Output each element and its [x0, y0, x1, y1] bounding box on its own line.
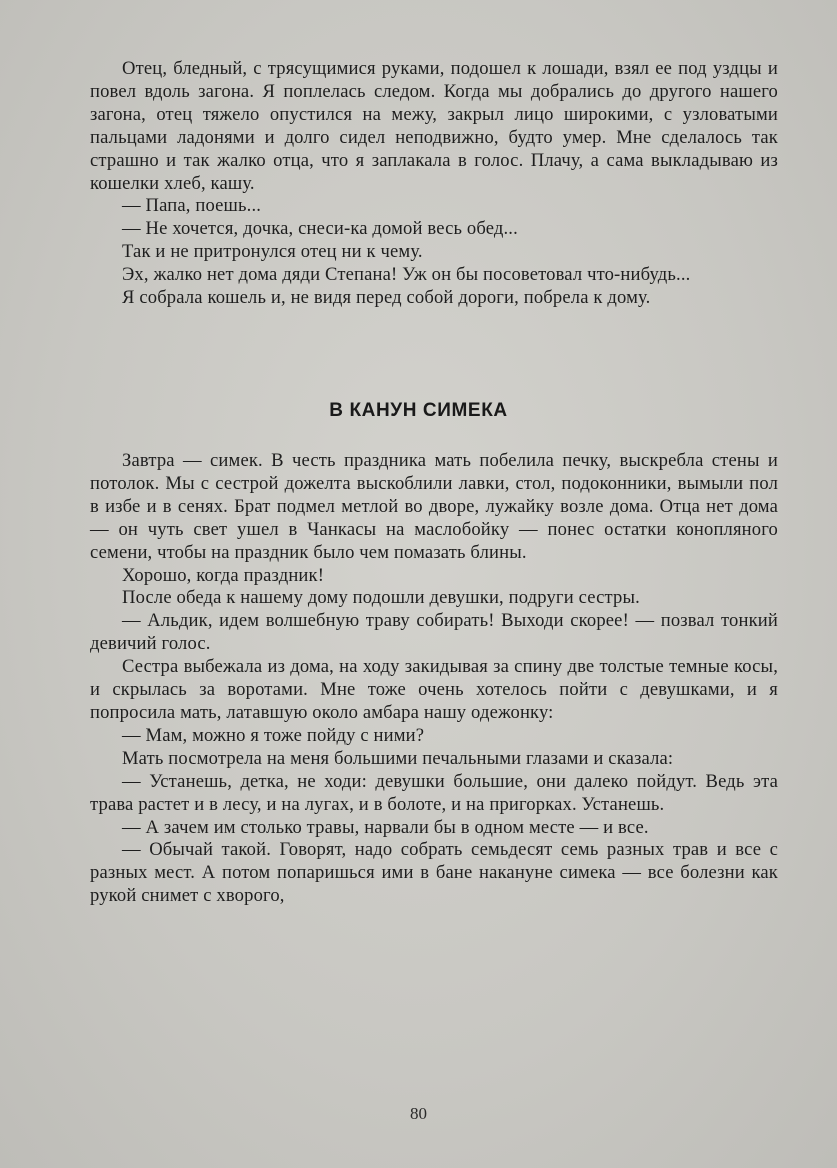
paragraph: Хорошо, когда праздник! — [122, 564, 325, 586]
paragraph: Мать посмотрела на меня большими печальными глазами и сказала: — [122, 747, 674, 769]
paragraph: — Обычай такой. Говорят, надо собрать семьдесят семь разных трав и все с разных мест. А потом попаришься ими в бане накануне симека — все болезни как рукой снимет с хворого, — [90, 839, 778, 907]
paragraph: Отец, бледный, с трясущимися руками, подошел к лошади, взял ее под уздцы и повел вдоль загона. Я поплелась следом. Когда мы добрались до другого нашего загона, отец тяжело опустился на межу, закрыл лицо широкими, с узловатыми пальцами ладонями и долго сидел неподвижно, будто умер. Мне сделалось так страшно и так жалко отца, что я заплакала в голос. Плачу, а сама выкладываю из кошелки хлеб, кашу. — [90, 58, 778, 194]
paragraph: После обеда к нашему дому подошли девушки, подруги сестры. — [122, 587, 640, 609]
paragraph: — Устанешь, детка, не ходи: девушки большие, они далеко пойдут. Ведь эта трава растет и в лесу, и на лугах, и в болоте, и на пригорках. Устанешь. — [90, 770, 778, 815]
paragraph: Эх, жалко нет дома дяди Степана! Уж он бы посоветовал что-нибудь... — [122, 264, 691, 286]
paragraph: — Мам, можно я тоже пойду с ними? — [122, 724, 425, 746]
paragraph: — А зачем им столько травы, нарвали бы в одном месте — и все. — [122, 816, 649, 838]
top-text-block — [90, 58, 778, 310]
paragraph: — Не хочется, дочка, снеси-ка домой весь обед... — [122, 218, 518, 240]
paragraph: — Папа, поешь... — [122, 195, 262, 217]
paragraph: Сестра выбежала из дома, на ходу закидывая за спину две толстые темные косы, и скрылась за воротами. Мне тоже очень хотелось пойти с девушками, и я попросила мать, латавшую около амбара нашу одежонку: — [90, 656, 778, 723]
page-number: 80 — [410, 1104, 427, 1123]
bottom-text-block — [90, 450, 778, 908]
paragraph: Завтра — симек. В честь праздника мать побелила печку, выскребла стены и потолок. Мы с сестрой дожелта выскоблили лавки, стол, подоконники, вымыли пол в избе и в сенях. Брат подмел метлой во дворе, лужайку возле дома. Отца нет дома — он чуть свет ушел в Чанкасы на маслобойку — понес остатки конопляного семени, чтобы на праздник было чем помазать блины. — [90, 450, 778, 563]
paragraph: Так и не притронулся отец ни к чему. — [122, 241, 423, 263]
paragraph: — Альдик, идем волшебную траву собирать! Выходи скорее! — позвал тонкий девичий голос. — [90, 610, 778, 655]
chapter-heading: В КАНУН СИМЕКА — [329, 400, 508, 421]
paragraph: Я собрала кошель и, не видя перед собой дороги, побрела к дому. — [122, 287, 651, 309]
